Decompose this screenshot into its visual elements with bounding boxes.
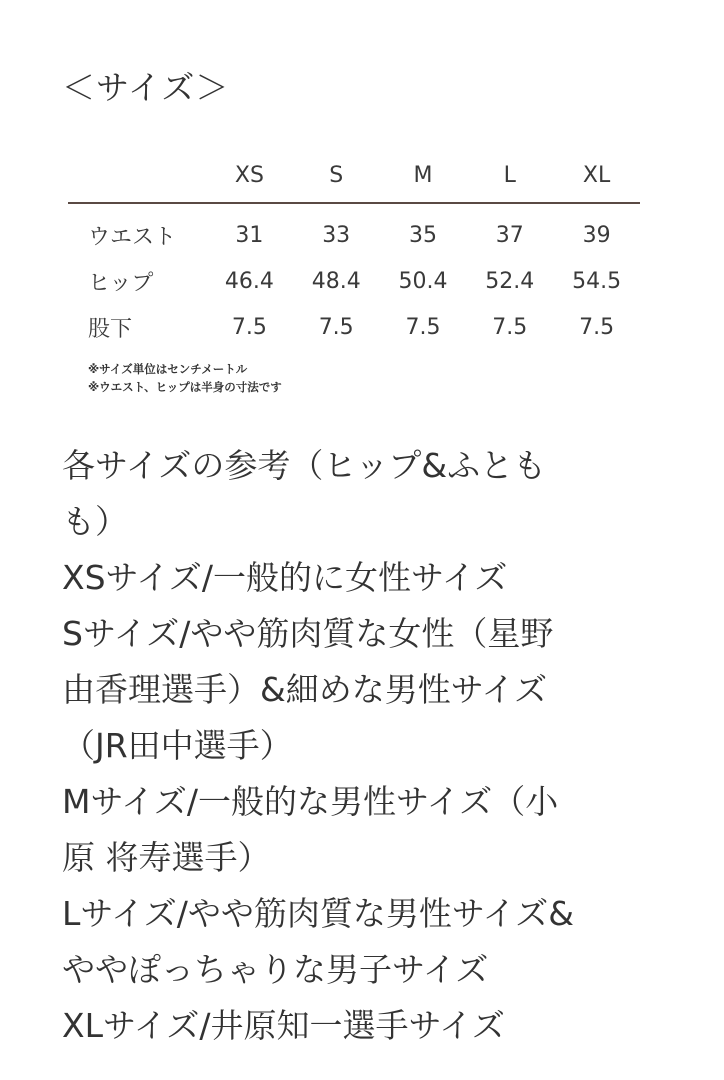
table-cell: 7.5 — [405, 314, 441, 340]
desc-line: Sサイズ/やや筋肉質な女性（星野 — [62, 614, 554, 653]
table-row — [68, 258, 640, 304]
table-cell: 39 — [582, 222, 611, 248]
table-cell: 35 — [408, 222, 437, 248]
desc-line: も） — [62, 502, 128, 541]
size-heading: ＜サイズ＞ — [62, 68, 230, 107]
row-label: ウエスト — [88, 224, 177, 250]
table-cell: 48.4 — [311, 268, 361, 294]
table-cell: 33 — [322, 222, 351, 248]
table-cell: 46.4 — [224, 268, 274, 294]
table-row — [68, 203, 640, 258]
table-cell: 52.4 — [485, 268, 535, 294]
note-line: ※サイズ単位はセンチメートル — [88, 362, 248, 376]
desc-line: 原 将寿選手） — [62, 838, 271, 877]
desc-line: 各サイズの参考（ヒップ&ふとも — [62, 446, 547, 485]
size-notes — [88, 360, 282, 396]
table-cell: 50.4 — [398, 268, 448, 294]
table-header-cell: M — [380, 158, 467, 203]
table-header-cell: L — [466, 158, 553, 203]
desc-line: 由香理選手）&細めな男性サイズ — [62, 670, 548, 709]
table-cell: 7.5 — [318, 314, 354, 340]
desc-line: （JR田中選手） — [62, 726, 293, 765]
desc-line: Lサイズ/やや筋肉質な男性サイズ& — [62, 894, 574, 933]
table-row — [68, 304, 640, 350]
desc-line: Mサイズ/一般的な男性サイズ（小 — [62, 782, 559, 821]
table-cell: 7.5 — [492, 314, 528, 340]
table-cell: 54.5 — [572, 268, 622, 294]
table-header-cell: XS — [206, 158, 293, 203]
size-reference-text — [62, 438, 662, 1054]
table-cell: 31 — [235, 222, 264, 248]
table-cell: 37 — [495, 222, 524, 248]
desc-line: XSサイズ/一般的に女性サイズ — [62, 558, 508, 597]
table-header-cell: S — [293, 158, 380, 203]
row-label: ヒップ — [88, 270, 154, 296]
table-cell: 7.5 — [579, 314, 615, 340]
size-chart-table — [68, 158, 640, 350]
table-cell: 7.5 — [231, 314, 267, 340]
table-header-corner — [68, 158, 206, 203]
table-header-cell: XL — [553, 158, 640, 203]
desc-line: ややぽっちゃりな男子サイズ — [62, 950, 489, 989]
note-line: ※ウエスト、ヒップは半身の寸法です — [88, 380, 282, 394]
row-label: 股下 — [88, 316, 133, 342]
desc-line: XLサイズ/井原知一選手サイズ — [62, 1006, 505, 1045]
table-header-row — [68, 158, 640, 203]
